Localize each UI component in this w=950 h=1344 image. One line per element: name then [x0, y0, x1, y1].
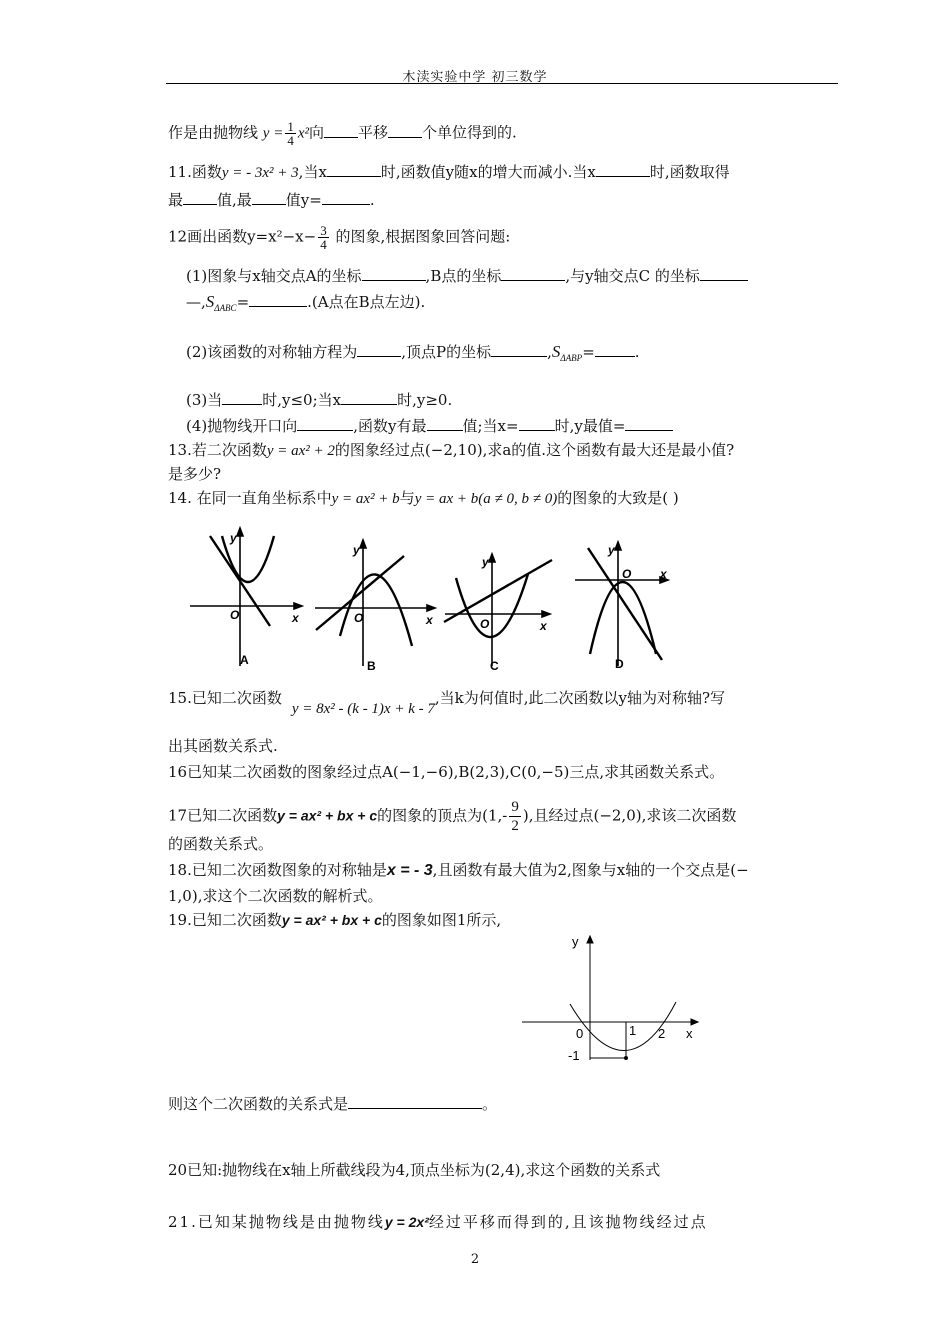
- text: 值,最: [217, 191, 252, 209]
- origin-label: 0: [576, 1026, 584, 1041]
- text: 平移: [358, 123, 389, 142]
- math: y = 2x²: [384, 1214, 429, 1230]
- text: ,当x: [298, 163, 327, 181]
- text: 16已知某二次函数的图象经过点A(−1,−6),B(2,3),C(0,−5)三点,求其函数关系式。: [168, 763, 725, 781]
- tick-label: 1: [629, 1023, 637, 1038]
- blank[interactable]: [596, 162, 650, 177]
- graph-label-b: B: [367, 659, 376, 673]
- blank[interactable]: [362, 266, 426, 281]
- axis-label: y: [482, 555, 489, 569]
- text: ,与y轴交点C 的坐标: [565, 267, 700, 285]
- fraction: $\frac{3}{4}$: [320, 223, 327, 252]
- text: 的图象的大致是( ): [557, 489, 679, 507]
- text: 作是由抛物线: [168, 123, 259, 142]
- axis-label: y: [230, 531, 237, 545]
- math: ΔABC: [214, 303, 237, 313]
- blank[interactable]: [501, 266, 565, 281]
- blank[interactable]: [348, 1094, 482, 1109]
- q13-line-1: [168, 440, 734, 461]
- text: (4)抛物线开口向: [186, 417, 298, 435]
- blank[interactable]: [595, 342, 635, 357]
- text: 的图象经过点(−2,10),求a的值.这个函数有最大还是最小值?: [334, 441, 735, 459]
- graph-c: [444, 554, 552, 666]
- text: 21.已知某抛物线是由抛物线: [168, 1213, 385, 1231]
- blank[interactable]: [249, 292, 307, 307]
- tick-label: 2: [658, 1026, 666, 1041]
- text: —,: [186, 293, 206, 311]
- q17-line-2: [168, 834, 273, 854]
- q15-line-1: [168, 688, 726, 717]
- blank[interactable]: [322, 190, 370, 205]
- text: 最: [168, 191, 184, 209]
- text: =: [236, 293, 250, 311]
- graph-label-a: A: [240, 653, 249, 667]
- q12-part4: [186, 416, 673, 436]
- math: x = - 3: [386, 862, 433, 879]
- blank[interactable]: [297, 416, 353, 431]
- fraction: $\frac{9}{2}$: [511, 799, 519, 834]
- axis-label: y: [353, 543, 360, 557]
- text: 出其函数关系式.: [168, 737, 278, 755]
- text: ,当k为何值时,此二次函数以y轴为对称轴?写: [434, 689, 726, 707]
- text: ,B点的坐标: [425, 267, 502, 285]
- text: 1,0),求这个二次函数的解析式。: [168, 887, 383, 905]
- origin-label: O: [230, 608, 240, 622]
- math: y = ax² + bx + c: [277, 807, 378, 824]
- axis-label: x: [292, 611, 299, 625]
- text: 14. 在同一直角坐标系中: [168, 489, 332, 507]
- text: 的图象如图1所示,: [381, 911, 502, 929]
- q21-line: [168, 1212, 708, 1232]
- origin-label: O: [480, 617, 490, 631]
- text: 则这个二次函数的关系式是: [168, 1095, 349, 1113]
- math: S: [205, 292, 215, 311]
- page-header: 木渎实验中学 初三数学: [402, 70, 548, 85]
- text: 15.已知二次函数: [168, 689, 282, 707]
- text: 时,y≥0.: [397, 391, 453, 409]
- math: ΔABP: [560, 353, 583, 363]
- origin-label: O: [622, 567, 632, 581]
- text: 是多少?: [168, 465, 222, 483]
- math: y = ax² + bx + c: [281, 912, 382, 928]
- blank[interactable]: [519, 416, 555, 431]
- blank[interactable]: [357, 342, 401, 357]
- axis-label: x: [426, 613, 433, 627]
- text: ,: [547, 343, 552, 361]
- q12-part1-cont: [186, 292, 425, 318]
- blank[interactable]: [427, 416, 463, 431]
- text: 的图象的顶点为(1,-: [377, 806, 508, 825]
- text: ,函数y有最: [353, 417, 427, 435]
- graph-label-c: C: [490, 659, 499, 673]
- blank[interactable]: [183, 190, 217, 205]
- q14-graphs: [190, 518, 690, 678]
- text: 值y=: [285, 191, 322, 209]
- axis-label: x: [686, 1026, 693, 1041]
- axis-label: y: [608, 543, 615, 557]
- text: 18.已知二次函数图象的对称轴是: [168, 861, 387, 879]
- axis-label: x: [660, 567, 667, 581]
- q12-line: [168, 224, 510, 251]
- fraction: $\frac{1}{4}$: [287, 119, 294, 148]
- text: .(A点在B点左边).: [307, 293, 426, 311]
- q15-line-2: [168, 736, 278, 756]
- text: (1)图象与x轴交点A的坐标: [186, 267, 362, 285]
- math: y = - 3x² + 3: [221, 165, 299, 181]
- q20-line: [168, 1160, 660, 1180]
- axis-label: y: [572, 934, 579, 949]
- axis-label: x: [540, 619, 547, 633]
- q13-line-2: [168, 464, 221, 484]
- blank[interactable]: [222, 390, 262, 405]
- text: 时,y最值=: [554, 417, 626, 435]
- q19-figure: [518, 930, 708, 1065]
- q12-part1: [186, 266, 748, 286]
- q18-line-2: [168, 886, 382, 906]
- math: x²: [297, 125, 309, 142]
- math: y = 8x² - (k - 1)x + k - 7: [291, 701, 435, 717]
- q18-line-1: [168, 860, 749, 881]
- q11-line-1: [168, 162, 730, 183]
- math: y = ax² + 2: [266, 443, 335, 459]
- blank[interactable]: [700, 266, 748, 281]
- text: 时,y≤0;当x: [262, 391, 342, 409]
- header-rule: [166, 83, 838, 84]
- text: ,顶点P的坐标: [401, 343, 492, 361]
- math: S: [551, 342, 561, 361]
- blank[interactable]: [324, 123, 358, 138]
- text: =: [582, 343, 595, 361]
- text: 值;当x=: [462, 417, 519, 435]
- text: 与: [399, 489, 415, 507]
- graph-d: [575, 542, 668, 666]
- vertex-point: [624, 1056, 628, 1060]
- origin-label: O: [354, 611, 364, 625]
- text: 的图象,根据图象回答问题:: [335, 227, 511, 246]
- text: (2)该函数的对称轴方程为: [186, 343, 358, 361]
- text: 向: [308, 123, 324, 142]
- text: 12画出函数y=x²−x−: [168, 227, 317, 246]
- tick-label: -1: [568, 1048, 580, 1063]
- text: 17已知二次函数: [168, 806, 278, 825]
- blank[interactable]: [625, 416, 673, 431]
- q12-part2: (2)该函数的对称轴方程为 ,顶点P的坐标 $,S_{\Delta ABP}=$ .: [186, 342, 640, 363]
- math: y = ax² + b: [331, 491, 400, 507]
- blank[interactable]: [491, 342, 547, 357]
- q10-line: [168, 120, 517, 147]
- graph-label-d: D: [615, 657, 624, 671]
- text: 19.已知二次函数: [168, 911, 282, 929]
- text: 经过平移而得到的,且该抛物线经过点: [428, 1213, 708, 1231]
- text: 的函数关系式。: [168, 835, 274, 853]
- math: y = ax + b(a ≠ 0, b ≠ 0): [414, 491, 558, 507]
- text: 20已知:抛物线在x轴上所截线段为4,顶点坐标为(2,4),求这个函数的关系式: [168, 1161, 661, 1179]
- text: 时,函数取得: [649, 163, 730, 181]
- blank[interactable]: [341, 390, 397, 405]
- blank[interactable]: [252, 190, 286, 205]
- text: ),且经过点(−2,0),求该二次函数: [522, 806, 737, 825]
- math: y =: [262, 125, 284, 142]
- q16-line: [168, 762, 724, 782]
- q19-answer-line: [168, 1094, 497, 1114]
- q17-line-1: [168, 798, 736, 835]
- text: ,且函数有最大值为2,图象与x轴的一个交点是(−: [432, 861, 749, 879]
- text: 13.若二次函数: [168, 441, 267, 459]
- text: 个单位得到的.: [422, 123, 517, 142]
- blank[interactable]: [327, 162, 381, 177]
- page-number: 2: [470, 1252, 480, 1267]
- text: 。: [482, 1095, 498, 1113]
- q14-line: [168, 488, 679, 509]
- text: 11.函数: [168, 163, 222, 181]
- graph-b: [315, 540, 435, 666]
- graph-a: [190, 528, 302, 666]
- q12-part3: [186, 390, 452, 410]
- q11-line-2: 最 值,最 值y= .: [168, 191, 375, 209]
- text: (3)当: [186, 391, 223, 409]
- text: 时,函数值y随x的增大而减小.当x: [380, 163, 596, 181]
- q19-line: [168, 910, 501, 930]
- blank[interactable]: [388, 123, 422, 138]
